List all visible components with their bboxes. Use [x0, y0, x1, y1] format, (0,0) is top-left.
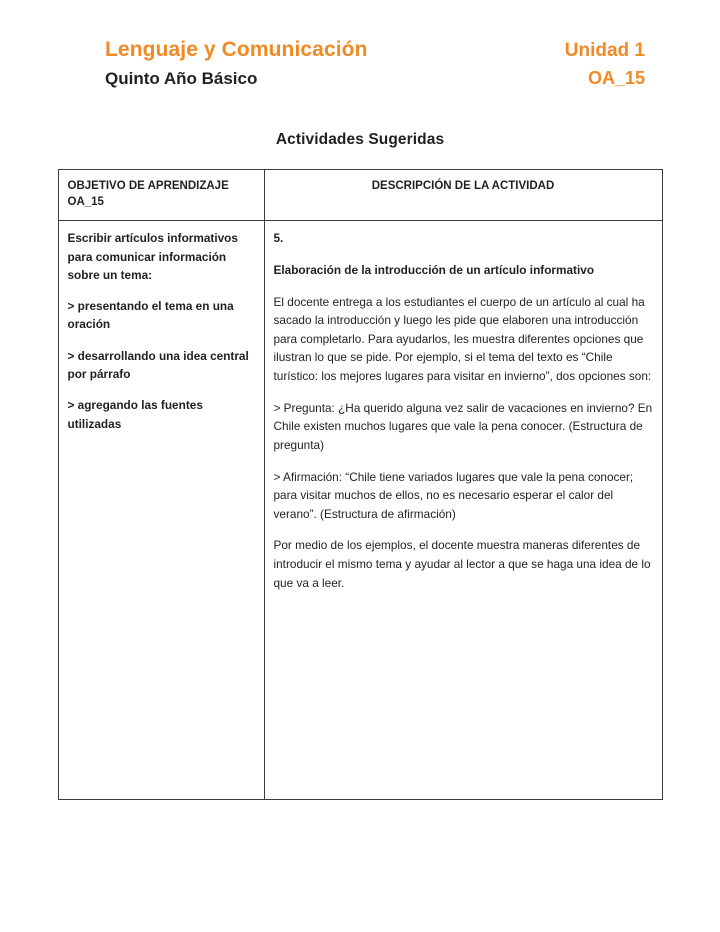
- activity-subtitle: Elaboración de la introducción de un artículo informativo: [273, 262, 595, 277]
- header-row-primary: [105, 38, 645, 62]
- table-header-objective: OBJETIVO DE APRENDIZAJE OA_15: [58, 169, 264, 221]
- grade-title: Quinto Año Básico: [105, 68, 258, 88]
- objective-intro: Escribir artículos informativos para comunicar información sobre un tema:: [67, 231, 238, 282]
- objective-bullet-2: > desarrollando una idea central por párrafo: [67, 348, 249, 382]
- objective-bullet-3: > agregando las fuentes utilizadas: [67, 398, 203, 431]
- header-row-secondary: [105, 69, 645, 89]
- activity-paragraph-1: El docente entrega a los estudiantes el cuerpo de un artículo al cual ha sacado la introducción y luego les pide que elaboren una introducción para completarlo. Para ayudarlos, les muestra diferentes opciones que ilustran lo que se pide. Por ejemplo, si el tema del texto es “Chile turístico: los mejores lugares para visitar en invierno”, dos opciones son:: [273, 294, 652, 384]
- objective-bullet-1: > presentando el tema en una oración: [67, 299, 234, 332]
- subject-title: Lenguaje y Comunicación: [105, 38, 368, 61]
- table-row: [58, 221, 662, 800]
- oa-code: OA_15: [587, 67, 645, 88]
- table-header-description: DESCRIPCIÓN DE LA ACTIVIDAD: [264, 169, 662, 221]
- activity-paragraph-4: Por medio de los ejemplos, el docente muestra maneras diferentes de introducir el mismo tema y ayudar al lector a que se haga una idea de lo que va a leer.: [273, 538, 651, 590]
- table-header-row: [58, 169, 662, 221]
- page-header: [0, 0, 720, 89]
- activity-paragraph-3: > Afirmación: “Chile tiene variados lugares que vale la pena conocer; para visitar muchos de ellos, no es necesario esperar el calor del verano”. (Estructura de afirmación): [273, 469, 634, 521]
- unit-title: Unidad 1: [564, 40, 645, 61]
- description-cell: [264, 221, 662, 800]
- objective-cell: [58, 221, 264, 800]
- activity-number: 5.: [273, 231, 284, 246]
- activity-paragraph-2: > Pregunta: ¿Ha querido alguna vez salir de vacaciones en invierno? En Chile existen muchos lugares que vale la pena conocer. (Estructura de pregunta): [273, 400, 653, 452]
- activity-table: [58, 169, 663, 801]
- page-title: Actividades Sugeridas: [275, 130, 445, 148]
